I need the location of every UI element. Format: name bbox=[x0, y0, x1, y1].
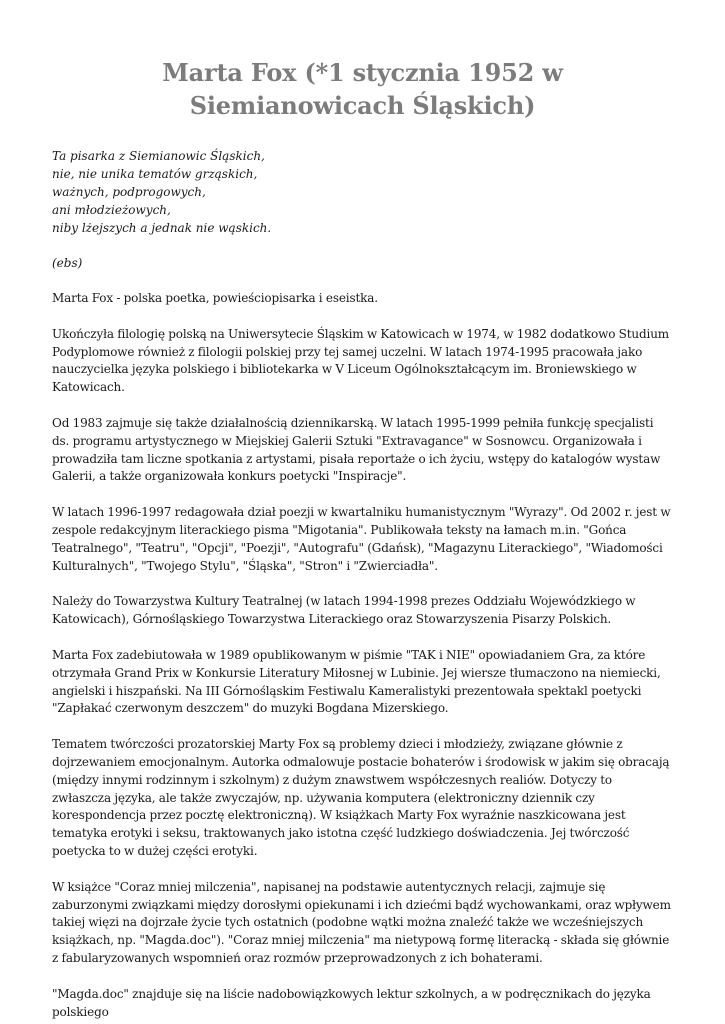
paragraph-memberships: Należy do Towarzystwa Kultury Teatralnej (w latach 1994-1998 prezes Oddziału Wojewódzkiego w Katowicach), Górnośląskiego Towarzystwa Literackiego oraz Stowarzyszenia Pisarzy Polskich. bbox=[52, 594, 636, 627]
paragraph-magda-doc: "Magda.doc" znajduje się na liście nadobowiązkowych lektur szkolnych, a w podręcznikach do języka polskiego bbox=[52, 986, 651, 1019]
paragraph-themes: Tematem twórczości prozatorskiej Marty Fox są problemy dzieci i młodzieży, związane głównie z dojrzewaniem emocjonalnym. Autorka odmalowuje postacie bohaterów i środowisk w jakim się obracają (między innymi rodzinnym i szkolnym) z dużym znawstwem współczesnych realiów. Dotyczy to zwłaszcza języka, ale także zwyczajów, np. używania komputera (elektroniczny dziennik czy korespondencja przez pocztę elektroniczną). W książkach Marty Fox wyraźnie naszkicowana jest tematyka erotyki i seksu, traktowanych jako istotna część ludzkiego doświadczenia. Jej twórczość poetycka to w dużej części erotyki. bbox=[52, 737, 670, 858]
paragraph-debut: Marta Fox zadebiutowała w 1989 opublikowanym w piśmie "TAK i NIE" opowiadaniem Gra, za które otrzymała Grand Prix w Konkursie Literatury Miłosnej w Lubinie. Jej wiersze tłumaczono na niemiecki, angielski i hiszpański. Na III Górnośląskim Festiwalu Kameralistyki prezentowała spektakl poetycki "Zapłakać czerwonym deszczem" do muzyki Bogdana Mizerskiego. bbox=[52, 647, 661, 716]
poem-line: ważnych, podprogowych, bbox=[52, 185, 206, 199]
paragraph-editorial: W latach 1996-1997 redagowała dział poezji w kwartalniku humanistycznym "Wyrazy". Od 2002 r. jest w zespole redakcyjnym literackiego pisma "Migotania". Publikowała teksty na łamach m.in. "Gońca Teatralnego", "Teatru", "Opcji", "Poezji", "Autografu" (Gdańsk), "Magazynu Literackiego", "Wiadomości Kulturalnych", "Twojego Stylu", "Śląska", "Stron" i "Zwierciadła". bbox=[52, 505, 671, 573]
page-title: Marta Fox (*1 stycznia 1952 w Siemianowicach Śląskich) bbox=[162, 58, 563, 120]
poem-line: nie, nie unika tematów grząskich, bbox=[52, 167, 258, 181]
poem-line: niby lżejszych a jednak nie wąskich. bbox=[52, 221, 272, 235]
poem-line: Ta pisarka z Siemianowic Śląskich, bbox=[52, 149, 265, 163]
poem-line: ani młodzieżowych, bbox=[52, 203, 171, 217]
paragraph-education: Ukończyła filologię polską na Uniwersytecie Śląskim w Katowicach w 1974, w 1982 dodatkowo Studium Podyplomowe również z filologii polskiej przy tej samej uczelni. W latach 1974-1995 pracowała jako nauczycielka języka polskiego i bibliotekarka w V Liceum Ogólnokształcącym im. Broniewskiego w Katowicach. bbox=[52, 326, 670, 395]
paragraph-intro: Marta Fox - polska poetka, powieściopisarka i eseistka. bbox=[52, 291, 378, 305]
paragraph-journalism: Od 1983 zajmuje się także działalnością dziennikarską. W latach 1995-1999 pełniła funkcję specjalisti ds. programu artystycznego w Miejskiej Galerii Sztuki "Extravagance" w Sosnowcu. Organizowała i prowadziła tam liczne spotkania z artystami, pisała reportaże o ich życiu, wstępy do katalogów wystaw Galerii, a także organizowała konkurs poetycki "Inspiracje". bbox=[52, 415, 661, 484]
epigraph-poem bbox=[52, 147, 673, 237]
poem-signature: (ebs) bbox=[52, 256, 83, 270]
paragraph-book: W książce "Coraz mniej milczenia", napisanej na podstawie autentycznych relacji, zajmuje się zaburzonymi związkami między dorosłymi opiekunami i ich dziećmi bądź wychowankami, oraz wpływem takiej więzi na dojrzałe życie tych ostatnich (podobne wątki można znaleźć także we wcześniejszych książkach, np. "Magda.doc"). "Coraz mniej milczenia" ma nietypową formę literacką - składa się głównie z fabularyzowanych wspomnień oraz rozmów przeprowadzonych z ich bohaterami. bbox=[52, 879, 671, 965]
